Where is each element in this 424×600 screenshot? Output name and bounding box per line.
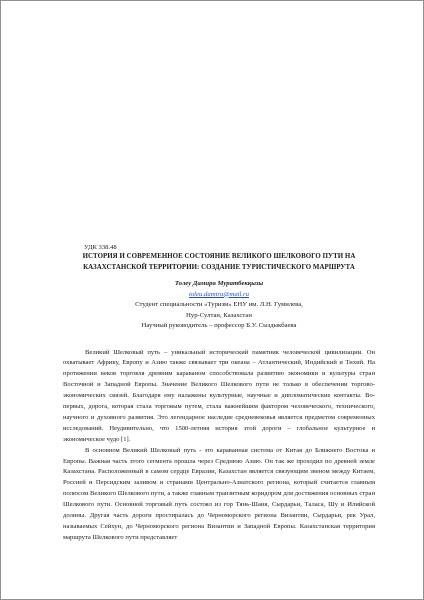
- author-email-link[interactable]: toleu.damira@mail.ru: [188, 290, 250, 298]
- paper-content: [63, 244, 375, 544]
- udc-code: УДК 338.48: [84, 244, 117, 251]
- author-city: Нур-Султан, Казахстан: [186, 311, 252, 319]
- author-block: [63, 279, 375, 332]
- body-paragraph: В основном Великий Шелковый путь - это караванная система от Китая до Ближнего Востока и Европы. Важная часть этого сегмента прошла через Среднюю Азию. Он так же проходил по древней земле Казахстана. Расположенный в самом сердце Евразии, Казахстан является связующим звеном между Китаем, Россией и Персидским заливом и странами Центрально-Азиатского региона, который считается главным полюсом Великого Шелкового пути, а также главным транзитным коридором для достижения основных стран Шелкового пути. Основной торговый путь состоял из гор Тянь-Шаня, Сырдарьи, Таласа, Шу и Илийской долины. Другая часть дороги простиралась до Черноморского региона Византии, Сырдарьи, рек Урал, называемых Сейхун, до Черноморского региона Византии и Западной Европы. Казахстанская территория маршрута Шелкового пути представляет: [63, 446, 375, 541]
- author-affiliation: Студент специальности «Туризм» ЕНУ им. Л.Н. Гумилева,: [135, 301, 303, 308]
- scientific-supervisor: Научный руководитель – профессор Б.У. Сыздыкбаева: [141, 322, 297, 329]
- paper-title: ИСТОРИЯ И СОВРЕМЕННОЕ СОСТОЯНИЕ ВЕЛИКОГО ШЕЛКОВОГО ПУТИ НА КАЗАХСТАНСКОЙ ТЕРРИТОРИИ: СОЗДАНИЕ ТУРИСТИЧЕСКОГО МАРШРУТА: [82, 253, 356, 271]
- body-paragraph: Великий Шелковый путь – уникальный исторический памятник человеческой цивилизации. Он охватывает Африку, Европу и Азию также связывает три океана – Атлантический, Индийский и Тихий. На протяжении веков торговля древним караваном способствовала развитию экономики и культуры стран Восточной и Западной Европы. Значение Великого Шелкового пути не только в обеспечении торгово-экономических связей. Благодаря ему налажены культурные, научные и дипломатические контакты. Во-первых, дорога, которая стала торговым путем, стала важнейшим фактором человеческого, технического, научного и духовного развития. Это легендарное наследие средневековья является предметом современных исследований. Неудивительно, что 1500-летняя история этой дороги – глобальное культурное и экономическое чудо [1].: [63, 348, 375, 443]
- paper-body: [63, 348, 375, 544]
- author-name: Толеу Дамира Муратбекқызы: [174, 280, 264, 287]
